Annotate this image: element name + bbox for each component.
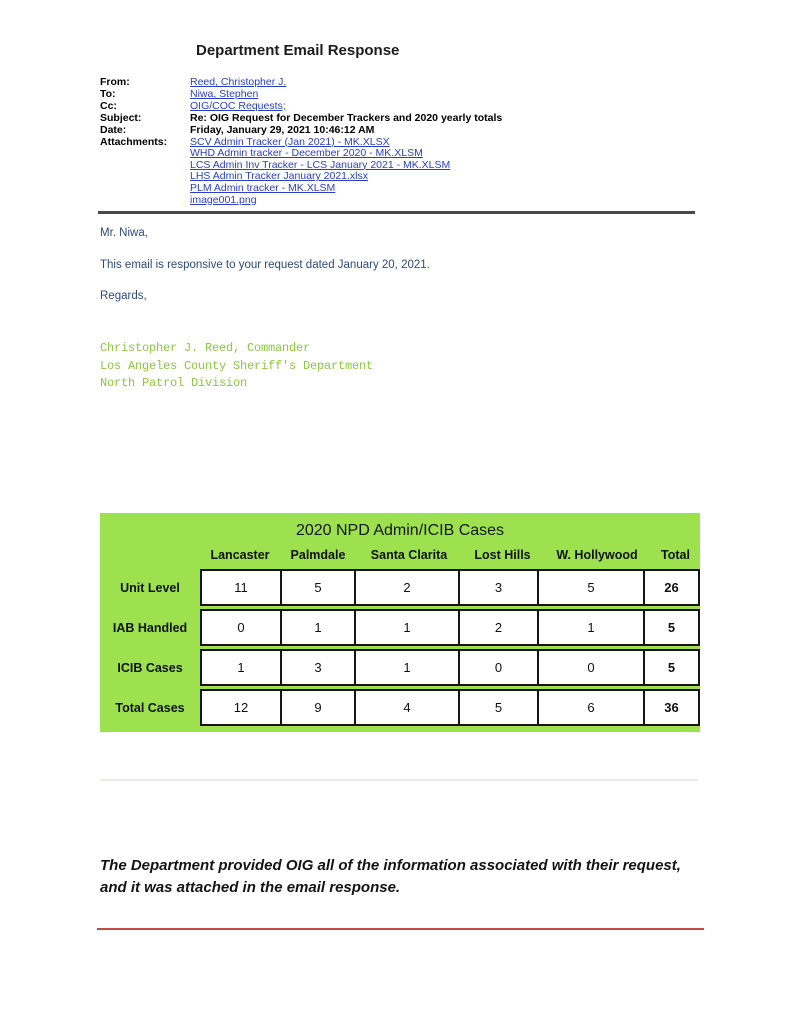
- table-cell: 5: [537, 571, 643, 604]
- attachment-list: [190, 137, 450, 207]
- table-cell: 1: [280, 611, 354, 644]
- header-row-to: [100, 89, 680, 101]
- row-label: Total Cases: [115, 700, 185, 715]
- header-row-from: [100, 77, 680, 89]
- to-link[interactable]: Niwa, Stephen: [190, 87, 259, 100]
- header-row-cc: [100, 101, 680, 113]
- table-cell: 0: [458, 651, 537, 684]
- email-body-line: This email is responsive to your request dated January 20, 2021.: [100, 259, 430, 271]
- table-cell: 0: [237, 620, 245, 635]
- header-row-subject: [100, 113, 680, 125]
- column-header-palmdale: Palmdale: [290, 548, 346, 562]
- table-cell: 11: [234, 580, 248, 595]
- table-row: [100, 569, 700, 606]
- row-label: Unit Level: [120, 580, 180, 595]
- table-cell: 9: [280, 691, 354, 724]
- document-title: Department Email Response: [196, 42, 400, 59]
- row-cells: [200, 649, 700, 686]
- row-label: ICIB Cases: [117, 660, 183, 675]
- date-label: Date:: [100, 123, 127, 136]
- table-row: [100, 609, 700, 646]
- cc-link[interactable]: OIG/COC Requests;: [190, 99, 286, 112]
- email-greeting: Mr. Niwa,: [100, 227, 148, 239]
- table-cell: 2: [458, 611, 537, 644]
- column-header-lost-hills: Lost Hills: [474, 548, 531, 562]
- column-header-w-hollywood: W. Hollywood: [556, 548, 638, 562]
- header-row-date: [100, 125, 680, 137]
- from-link[interactable]: Reed, Christopher J.: [190, 76, 287, 88]
- column-header-santa-clarita: Santa Clarita: [370, 548, 448, 562]
- email-signature: [100, 340, 373, 393]
- table-cell-total: 5: [643, 651, 698, 684]
- table-cell: 1: [237, 660, 245, 675]
- cc-label: Cc:: [100, 99, 117, 112]
- from-label: From:: [100, 76, 130, 88]
- header-row-attachments: [100, 137, 680, 207]
- table-cell: 5: [458, 691, 537, 724]
- attachment-link[interactable]: image001.png: [190, 193, 257, 206]
- table-cell: 12: [233, 700, 249, 715]
- table-cell: 1: [354, 611, 458, 644]
- table-cell-total: 36: [643, 691, 698, 724]
- subject-label: Subject:: [100, 111, 142, 124]
- header-divider: [98, 211, 695, 214]
- email-header: [100, 77, 680, 206]
- table-body: [100, 569, 700, 726]
- summary-note: The Department provided OIG all of the information associated with their request, and it was attached in the email response.: [100, 857, 681, 896]
- table-row: [100, 649, 700, 686]
- to-label: To:: [100, 87, 116, 100]
- table-cell: 1: [537, 611, 643, 644]
- attachment-link[interactable]: LHS Admin Tracker January 2021.xlsx: [190, 170, 368, 183]
- table-cell-total: 26: [643, 571, 698, 604]
- row-cells: [200, 689, 700, 726]
- red-divider: [97, 928, 704, 930]
- subject-value: Re: OIG Request for December Trackers and 2020 yearly totals: [190, 111, 503, 124]
- table-cell: 0: [537, 651, 643, 684]
- row-cells: [200, 569, 700, 606]
- column-header-lancaster: Lancaster: [210, 548, 270, 562]
- cases-table: [100, 513, 700, 732]
- signature-division: North Patrol Division: [100, 376, 248, 390]
- table-cell: 3: [280, 651, 354, 684]
- table-cell: 1: [354, 651, 458, 684]
- attachments-label: Attachments:: [100, 135, 168, 148]
- table-cell: 5: [280, 571, 354, 604]
- column-header-total: Total: [661, 548, 690, 562]
- table-title: 2020 NPD Admin/ICIB Cases: [295, 522, 505, 539]
- attachment-link[interactable]: PLM Admin tracker - MK.XLSM: [190, 181, 336, 194]
- table-cell-total: 5: [643, 611, 698, 644]
- footer-divider-faint: [100, 779, 698, 781]
- attachment-link[interactable]: WHD Admin tracker - December 2020 - MK.XLSM: [190, 147, 423, 160]
- date-value: Friday, January 29, 2021 10:46:12 AM: [190, 123, 375, 136]
- attachment-link[interactable]: SCV Admin Tracker (Jan 2021) - MK.XLSX: [190, 135, 390, 148]
- row-cells: [200, 609, 700, 646]
- table-cell: 2: [354, 571, 458, 604]
- signature-name: Christopher J. Reed, Commander: [100, 341, 311, 355]
- signature-org: Los Angeles County Sheriff's Department: [100, 358, 374, 373]
- table-cell: 4: [354, 691, 458, 724]
- table-column-headers: [100, 543, 700, 567]
- table-row: [100, 689, 700, 726]
- email-closing: Regards,: [100, 290, 147, 302]
- row-label: IAB Handled: [112, 620, 188, 635]
- table-cell: 3: [458, 571, 537, 604]
- attachment-link[interactable]: LCS Admin Inv Tracker - LCS January 2021 - MK.XLSM: [190, 158, 451, 171]
- table-cell: 6: [537, 691, 643, 724]
